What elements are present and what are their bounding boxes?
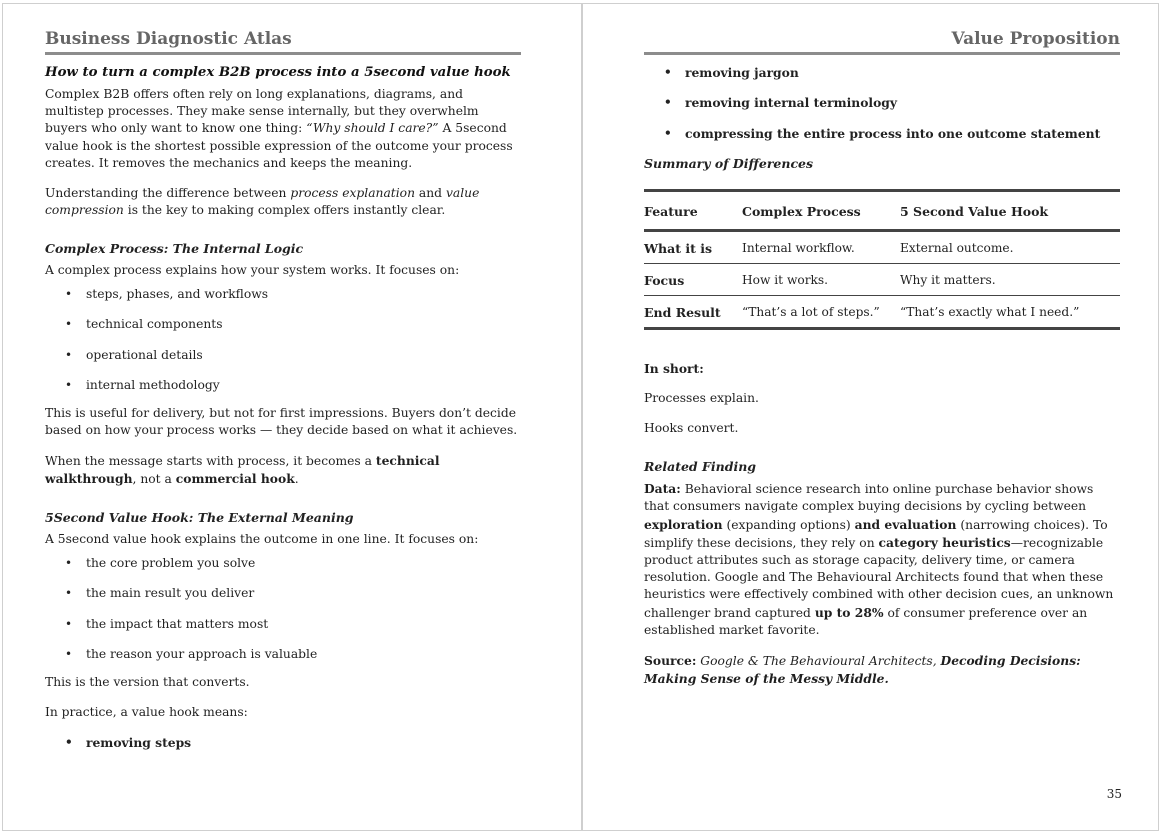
list-item: • the core problem you solve <box>45 555 521 572</box>
list-item: • the impact that matters most <box>45 616 521 633</box>
list-item: • the main result you deliver <box>45 585 521 602</box>
section-paragraph: This is useful for delivery, but not for first impressions. Buyers don’t decide based on how your process works — they decide based on what it achieves. <box>45 405 518 437</box>
list-item: • technical components <box>45 316 521 333</box>
differences-table <box>644 189 1120 330</box>
table-cell: How it works. <box>742 263 900 295</box>
section-paragraph: When the message starts with process, it becomes a technical walkthrough, not a commercial hook. <box>45 453 440 487</box>
table-row <box>644 295 1120 328</box>
related-finding-heading: Related Finding <box>644 459 757 475</box>
list-item: • removing internal terminology <box>644 94 1120 111</box>
table-header-row <box>644 190 1120 230</box>
list-item: • removing jargon <box>644 64 1120 81</box>
table-cell: External outcome. <box>900 230 1120 263</box>
in-short-line-1: Processes explain. <box>644 390 759 405</box>
table-cell: Internal workflow. <box>742 230 900 263</box>
list-item: • steps, phases, and workflows <box>45 286 521 303</box>
table-header-cell: Complex Process <box>742 190 900 230</box>
table-header-cell: Feature <box>644 190 742 230</box>
in-short-line-2: Hooks convert. <box>644 421 739 435</box>
table-cell: “That’s exactly what I need.” <box>900 305 1080 320</box>
section-lead: A complex process explains how your system works. It focuses on: <box>45 263 460 278</box>
bullet-list-value-hook <box>45 734 521 751</box>
page-number: 35 <box>1106 787 1122 801</box>
source-paragraph: Source: Google & The Behavioural Architects, Decoding Decisions: Making Sense of the Messy Middle. <box>644 653 1081 687</box>
table-row <box>644 263 1120 295</box>
page-title: How to turn a complex B2B process into a 5second value hook <box>45 65 511 80</box>
list-item: • operational details <box>45 347 521 364</box>
intro-paragraph-2: Understanding the difference between process explanation and value compression is the key to making complex offers instantly clear. <box>45 186 480 218</box>
table-cell: End Result <box>644 304 721 320</box>
section-heading-value-hook: 5Second Value Hook: The External Meaning <box>45 510 354 526</box>
section-heading-complex-process: Complex Process: The Internal Logic <box>45 241 304 257</box>
table-row <box>644 230 1120 263</box>
section-paragraph: This is the version that converts. <box>45 674 250 689</box>
in-short-label: In short: <box>644 360 704 376</box>
bullet-list-value-hook-cont <box>644 64 1120 142</box>
bullet-list-hook <box>45 555 521 664</box>
list-item: • the reason your approach is valuable <box>45 646 521 663</box>
right-page <box>644 0 1120 688</box>
intro-paragraph-1: Complex B2B offers often rely on long explanations, diagrams, and multistep processes. They make sense internally, but they overwhelm buyers who only want to know one thing: “Why should I care?” A 5second value hook is the shortest possible expression of the outcome your process creates. It removes the mechanics and keeps the meaning. <box>45 87 513 170</box>
data-paragraph: Data: Behavioral science research into online purchase behavior shows that consumers navigate complex buying decisions by cycling between exploration (expanding options) and evaluation (narrowing choices). To simplify these decisions, they rely on category heuristics—recognizable product attributes such as storage capacity, delivery time, or camera resolution. Google and The Behavioural Architects found that when these heuristics were effectively combined with other decision cues, an unknown challenger brand captured up to 28% of consumer preference over an established market favorite. <box>644 481 1114 637</box>
table-cell: “That’s a lot of steps.” <box>742 305 880 320</box>
list-item: • removing steps <box>45 734 521 751</box>
page-gutter <box>581 3 583 831</box>
left-page <box>45 0 521 765</box>
list-item: • internal methodology <box>45 377 521 394</box>
table-header-cell: 5 Second Value Hook <box>900 190 1120 230</box>
table-cell: Why it matters. <box>900 263 1120 295</box>
section-paragraph: In practice, a value hook means: <box>45 704 248 719</box>
section-lead: A 5second value hook explains the outcome in one line. It focuses on: <box>45 532 479 547</box>
bullet-list-process <box>45 286 521 395</box>
running-head-left: Business Diagnostic Atlas <box>45 0 521 55</box>
table-cell: What it is <box>644 230 742 263</box>
list-item: • compressing the entire process into one outcome statement <box>644 125 1120 142</box>
summary-heading: Summary of Differences <box>644 155 814 171</box>
table-cell: Focus <box>644 263 742 295</box>
running-head-right: Value Proposition <box>644 0 1120 55</box>
